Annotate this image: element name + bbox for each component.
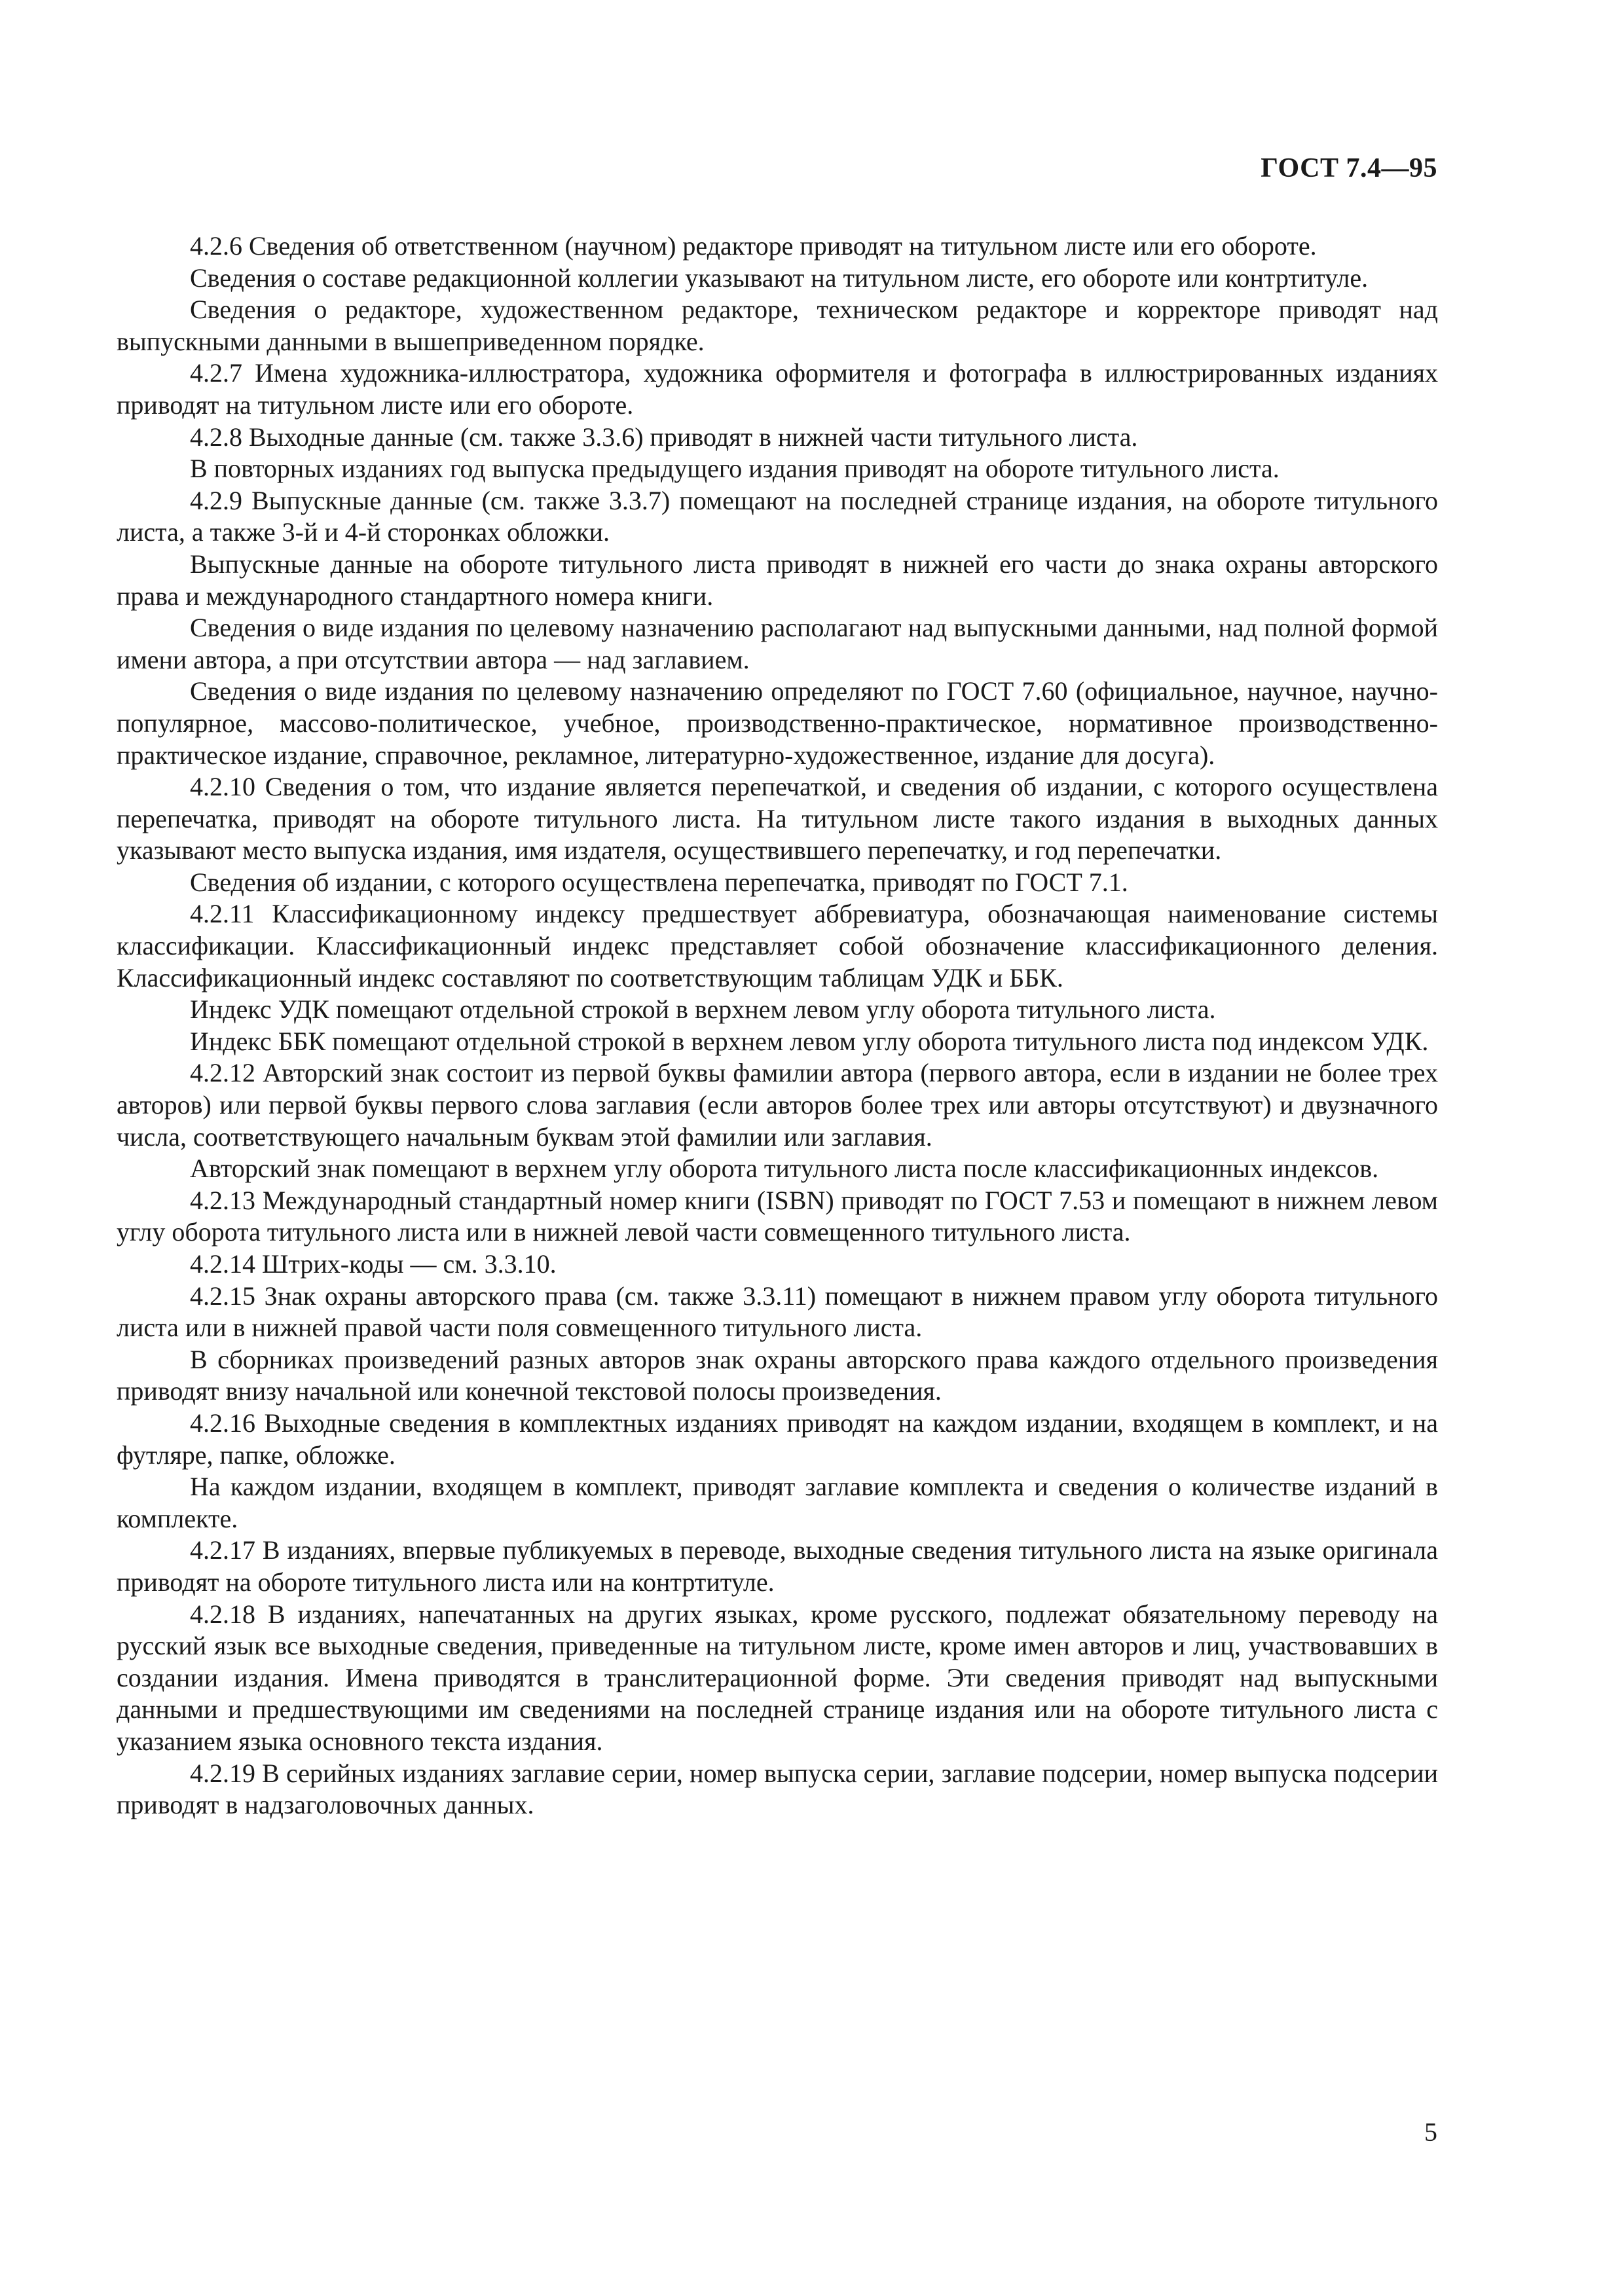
paragraph: На каждом издании, входящем в комплект, приводят заглавие комплекта и сведения о количестве изданий в комплекте. (117, 1472, 1438, 1533)
paragraph: 4.2.18 В изданиях, напечатанных на других языках, кроме русского, подлежат обязательному переводу на русский язык все выходные сведения, приведенные на титульном листе, кроме имен авторов и лиц, участвовавших в создании издания. Имена приводятся в транслитерационной форме. Эти сведения приводят над выпускными данными и предшествующими им сведениями на последней странице издания или на обороте титульного листа с указанием языка основного текста издания. (117, 1599, 1438, 1756)
paragraph: 4.2.15 Знак охраны авторского права (см. также 3.3.11) помещают в нижнем правом углу оборота титульного листа или в нижней правой части поля совмещенного титульного листа. (117, 1281, 1438, 1343)
paragraph: 4.2.9 Выпускные данные (см. также 3.3.7) помещают на последней странице издания, на обороте титульного листа, а также 3-й и 4-й сторонках обложки. (117, 485, 1438, 547)
paragraph: Индекс УДК помещают отдельной строкой в верхнем левом углу оборота титульного листа. (190, 994, 1216, 1025)
page-number: 5 (1424, 2117, 1437, 2147)
paragraph: Индекс ББК помещают отдельной строкой в верхнем левом углу оборота титульного листа под индексом УДК. (190, 1026, 1429, 1056)
paragraph: 4.2.19 В серийных изданиях заглавие серии, номер выпуска серии, заглавие подсерии, номер выпуска подсерии приводят в надзаголовочных данных. (117, 1758, 1438, 1820)
paragraph: 4.2.10 Сведения о том, что издание является перепечаткой, и сведения об издании, с которого осуществлена перепечатка, приводят на обороте титульного листа. На титульном листе такого издания в выходных данных указывают место выпуска издания, имя издателя, осуществившего перепечатку, и год перепечатки. (117, 772, 1438, 866)
paragraph: 4.2.6 Сведения об ответственном (научном) редакторе приводят на титульном листе или его обороте. (190, 231, 1317, 261)
paragraph: 4.2.12 Авторский знак состоит из первой буквы фамилии автора (первого автора, если в издании не более трех авторов) или первой буквы первого слова заглавия (если авторов более трех или авторы отсутствуют) и двузначного числа, соответствующего начальным буквам этой фамилии или заглавия. (117, 1058, 1438, 1152)
paragraph: 4.2.16 Выходные сведения в комплектных изданиях приводят на каждом издании, входящем в комплект, и на футляре, папке, обложке. (117, 1408, 1438, 1470)
document-body (117, 230, 1438, 1821)
paragraph: В повторных изданиях год выпуска предыдущего издания приводят на обороте титульного листа. (190, 454, 1280, 484)
paragraph: Выпускные данные на обороте титульного листа приводят в нижней его части до знака охраны авторского права и международного стандартного номера книги. (117, 549, 1438, 611)
standard-header: ГОСТ 7.4—95 (1261, 153, 1437, 183)
paragraph: 4.2.11 Классификационному индексу предшествует аббревиатура, обозначающая наименование системы классификации. Классификационный индекс представляет собой обозначение классификационного деления. Классификационный индекс составляют по соответствующим таблицам УДК и ББК. (117, 899, 1438, 993)
paragraph: Сведения о виде издания по целевому назначению располагают над выпускными данными, над полной формой имени автора, а при отсутствии автора — над заглавием. (117, 613, 1438, 674)
paragraph: 4.2.14 Штрих-коды — см. 3.3.10. (190, 1249, 557, 1279)
paragraph: В сборниках произведений разных авторов знак охраны авторского права каждого отдельного произведения приводят внизу начальной или конечной текстовой полосы произведения. (117, 1344, 1438, 1406)
paragraph: 4.2.13 Международный стандартный номер книги (ISBN) приводят по ГОСТ 7.53 и помещают в нижнем левом углу оборота титульного листа или в нижней левой части совмещенного титульного листа. (117, 1185, 1438, 1247)
paragraph: Сведения о составе редакционной коллегии указывают на титульном листе, его обороте или контртитуле. (190, 263, 1369, 293)
paragraph: Сведения о виде издания по целевому назначению определяют по ГОСТ 7.60 (официальное, научное, научно-популярное, массово-политическое, учебное, производственно-практическое, нормативное производственно-практическое издание, справочное, рекламное, литературно-художественное, издание для досуга). (117, 676, 1438, 770)
paragraph: Сведения об издании, с которого осуществлена перепечатка, приводят по ГОСТ 7.1. (190, 867, 1128, 897)
paragraph: Авторский знак помещают в верхнем углу оборота титульного листа после классификационных индексов. (190, 1154, 1379, 1184)
paragraph: Сведения о редакторе, художественном редакторе, техническом редакторе и корректоре приводят над выпускными данными в вышеприведенном порядке. (117, 295, 1438, 356)
paragraph: 4.2.7 Имена художника-иллюстратора, художника оформителя и фотографа в иллюстрированных изданиях приводят на титульном листе или его обороте. (117, 358, 1438, 420)
paragraph: 4.2.8 Выходные данные (см. также 3.3.6) приводят в нижней части титульного листа. (190, 422, 1138, 452)
paragraph: 4.2.17 В изданиях, впервые публикуемых в переводе, выходные сведения титульного листа на языке оригинала приводят на обороте титульного листа или на контртитуле. (117, 1535, 1438, 1597)
